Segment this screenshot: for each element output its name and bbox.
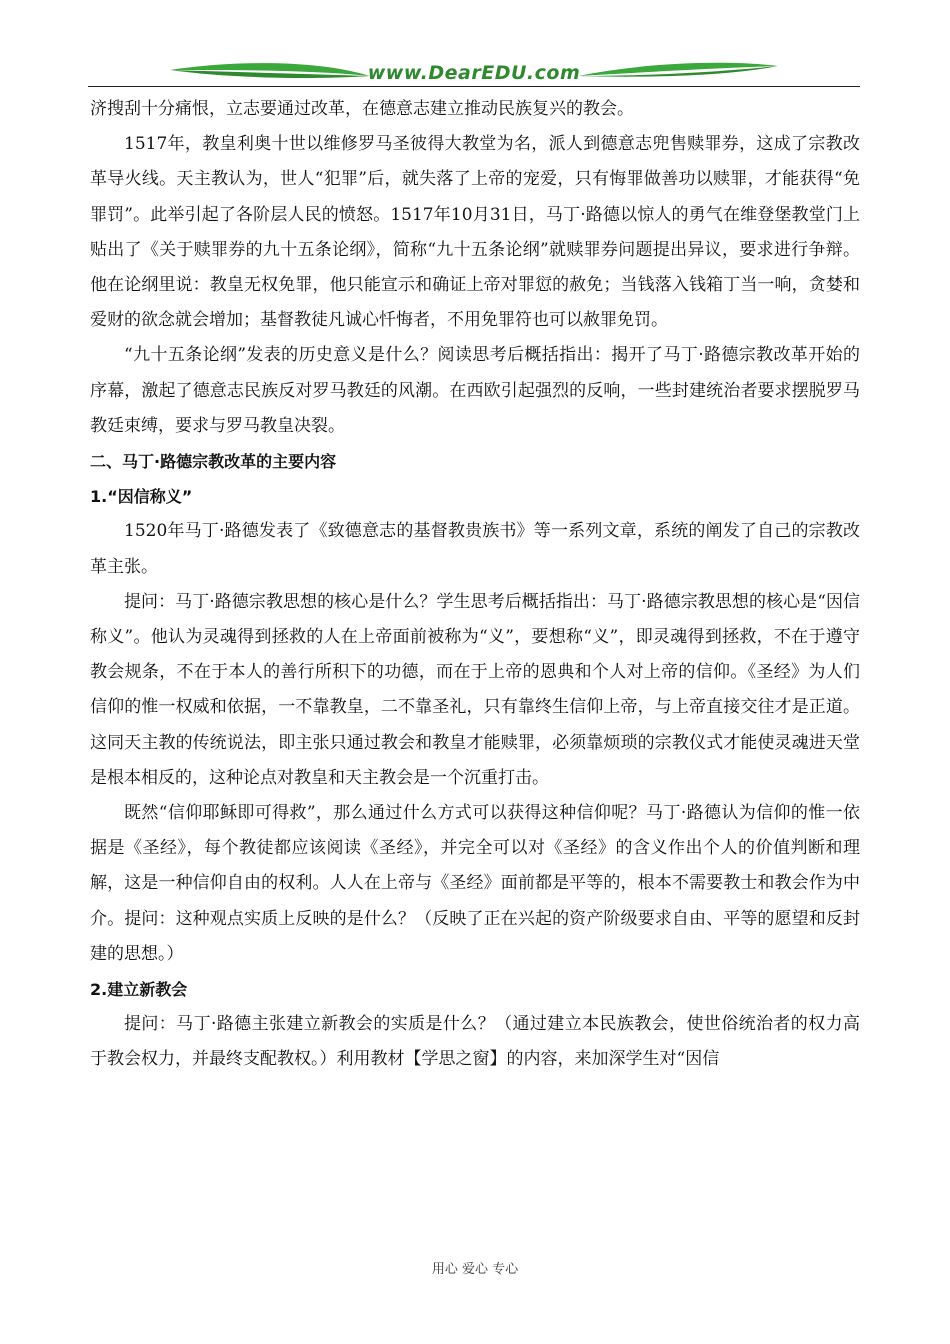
- page-header: [88, 56, 860, 90]
- paragraph: 1517年，教皇利奥十世以维修罗马圣彼得大教堂为名，派人到德意志兜售赎罪券，这成了宗教改革导火线。天主教认为，世人“犯罪”后，就失落了上帝的宠爱，只有悔罪做善功以赎罪，才能获得“免罪罚”。此举引起了各阶层人民的愤怒。1517年10月31日，马丁·路德以惊人的勇气在维登堡教堂门上贴出了《关于赎罪券的九十五条论纲》，简称“九十五条论纲”就赎罪券问题提出异议，要求进行争辩。他在论纲里说：教皇无权免罪，他只能宣示和确证上帝对罪愆的赦免；当钱落入钱箱丁当一响，贪婪和爱财的欲念就会增加；基督教徒凡诚心忏悔者，不用免罪符也可以赦罪免罚。: [90, 134, 860, 331]
- subsection-heading: 1.“因信称义”: [90, 487, 193, 507]
- site-logo-text: www.DearEDU.com: [367, 62, 581, 84]
- paragraph: 济搜刮十分痛恨，立志要通过改革，在德意志建立推动民族复兴的教会。: [90, 99, 634, 119]
- paragraph: 既然“信仰耶稣即可得救”，那么通过什么方式可以获得这种信仰呢？马丁·路德认为信仰的惟一依据是《圣经》，每个教徒都应该阅读《圣经》，并完全可以对《圣经》的含义作出个人的价值判断和理解，这是一种信仰自由的权利。人人在上帝与《圣经》面前都是平等的，根本不需要教士和教会作为中介。提问：这种观点实质上反映的是什么？（反映了正在兴起的资产阶级要求自由、平等的愿望和反封建的思想。）: [90, 803, 860, 964]
- paragraph: 提问：马丁·路德主张建立新教会的实质是什么？（通过建立本民族教会，使世俗统治者的权力高于教会权力，并最终支配教权。）利用教材【学思之窗】的内容，来加深学生对“因信: [90, 1014, 860, 1070]
- paragraph: 提问：马丁·路德宗教思想的核心是什么？学生思考后概括指出：马丁·路德宗教思想的核心是“因信称义”。他认为灵魂得到拯救的人在上帝面前被称为“义”，要想称“义”，即灵魂得到拯救，不在于遵守教会规条，不在于本人的善行所积下的功德，而在于上帝的恩典和个人对上帝的信仰。《圣经》为人们信仰的惟一权威和依据，一不靠教皇，二不靠圣礼，只有靠终生信仰上帝，与上帝直接交往才是正道。这同天主教的传统说法，即主张只通过教会和教皇才能赎罪，必须靠烦琐的宗教仪式才能使灵魂进天堂是根本相反的，这种论点对教皇和天主教会是一个沉重打击。: [90, 591, 860, 788]
- paragraph: 1520年马丁·路德发表了《致德意志的基督教贵族书》等一系列文章，系统的阐发了自己的宗教改革主张。: [90, 521, 860, 577]
- header-rule: [88, 86, 860, 87]
- section-heading: 二、马丁·路德宗教改革的主要内容: [90, 452, 337, 472]
- document-body: [90, 92, 860, 1078]
- paragraph: “九十五条论纲”发表的历史意义是什么？阅读思考后概括指出：揭开了马丁·路德宗教改革开始的序幕，激起了德意志民族反对罗马教廷的风潮。在西欧引起强烈的反响，一些封建统治者要求摆脱罗马教廷束缚，要求与罗马教皇决裂。: [90, 345, 860, 436]
- page-footer: 用心 爱心 专心: [431, 1262, 519, 1277]
- subsection-heading: 2.建立新教会: [90, 980, 188, 1000]
